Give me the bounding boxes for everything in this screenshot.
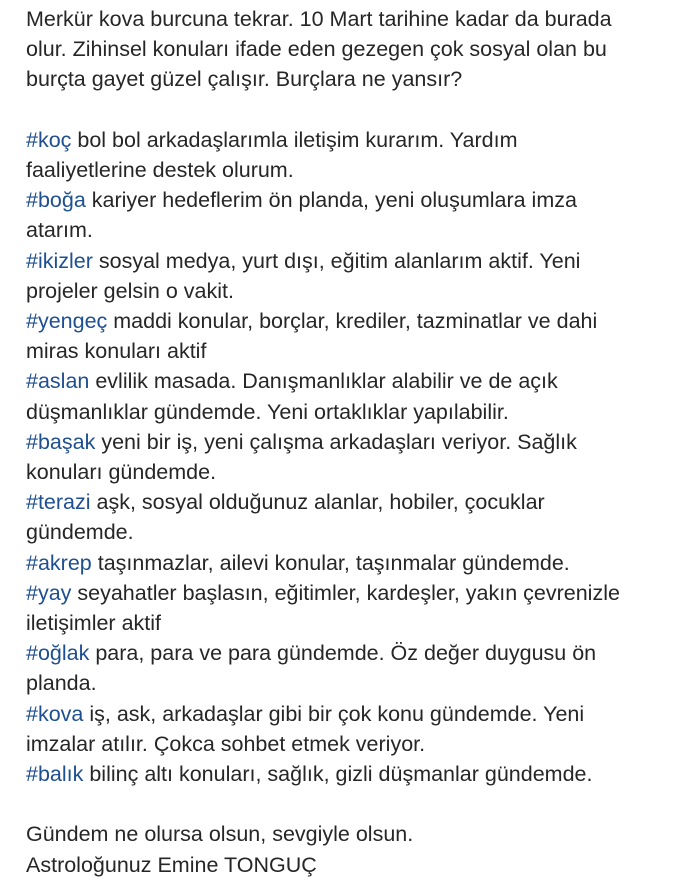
sign-text-continuation: miras konuları aktif [26, 339, 207, 364]
closing-paragraph [26, 819, 670, 879]
sign-entry-yengec [26, 306, 670, 366]
sign-text: yeni bir iş, yeni çalışma arkadaşları veriyor. Sağlık [95, 429, 577, 454]
hashtag-link-yay[interactable]: #yay [26, 580, 72, 605]
sign-text-continuation: konuları gündemde. [26, 460, 217, 485]
hashtag-link-terazi[interactable]: #terazi [26, 490, 91, 515]
sign-text: bilinç altı konuları, sağlık, gizli düşmanlar gündemde. [83, 762, 593, 787]
sign-text: seyahatler başlasın, eğitimler, kardeşler, yakın çevrenizle [71, 580, 620, 605]
sign-text-continuation: planda. [26, 671, 97, 696]
sign-entry-terazi [26, 487, 670, 547]
intro-line: burçta gayet güzel çalışır. Burçlara ne yansır? [26, 67, 463, 92]
paragraph-spacer [26, 789, 670, 819]
hashtag-link-yengec[interactable]: #yengeç [26, 309, 108, 334]
sign-text: evlilik masada. Danışmanlıklar alabilir ve de açık [89, 369, 558, 394]
hashtag-link-oglak[interactable]: #oğlak [26, 641, 90, 666]
sign-entry-yay [26, 578, 670, 638]
sign-entry-aslan [26, 366, 670, 426]
sign-text-continuation: düşmanlıklar gündemde. Yeni ortaklıklar yapılabilir. [26, 399, 509, 424]
sign-text: kariyer hedeflerim ön planda, yeni oluşumlara imza [85, 188, 577, 213]
hashtag-link-boga[interactable]: #boğa [26, 188, 86, 213]
sign-text: para, para ve para gündemde. Öz değer duygusu ön [89, 641, 597, 666]
intro-line: olur. Zihinsel konuları ifade eden gezegen çok sosyal olan bu [26, 37, 607, 62]
paragraph-spacer [26, 95, 670, 125]
intro-line: Merkür kova burcuna tekrar. 10 Mart tarihine kadar da burada [26, 7, 612, 31]
sign-text-continuation: iletişimler aktif [26, 611, 161, 636]
sign-text: bol bol arkadaşlarımla iletişim kurarım. Yardım [71, 127, 518, 152]
sign-text: iş, ask, arkadaşlar gibi bir çok konu gündemde. Yeni [83, 701, 585, 726]
sign-entry-koc [26, 125, 670, 185]
sign-text-continuation: gündemde. [26, 520, 134, 545]
signs-list [26, 125, 670, 789]
sign-text-continuation: faaliyetlerine destek olurum. [26, 158, 294, 182]
sign-text: taşınmazlar, ailevi konular, taşınmalar gündemde. [91, 550, 570, 575]
hashtag-link-aslan[interactable]: #aslan [26, 369, 90, 394]
sign-text: sosyal medya, yurt dışı, eğitim alanlarım aktif. Yeni [92, 248, 581, 273]
hashtag-link-koc[interactable]: #koç [26, 127, 72, 152]
sign-entry-oglak [26, 638, 670, 698]
closing-line: Gündem ne olursa olsun, sevgiyle olsun. [26, 822, 414, 847]
sign-entry-kova [26, 699, 670, 759]
hashtag-link-basak[interactable]: #başak [26, 429, 96, 454]
sign-entry-ikizler [26, 246, 670, 306]
sign-entry-balik [26, 759, 670, 789]
hashtag-link-kova[interactable]: #kova [26, 701, 84, 726]
hashtag-link-balik[interactable]: #balık [26, 762, 84, 787]
sign-text: maddi konular, borçlar, krediler, tazminatlar ve dahi [107, 309, 598, 334]
sign-entry-basak [26, 427, 670, 487]
intro-paragraph [26, 4, 670, 95]
sign-entry-boga [26, 185, 670, 245]
sign-text: aşk, sosyal olduğunuz alanlar, hobiler, çocuklar [90, 490, 545, 515]
sign-text-continuation: atarım. [26, 218, 93, 243]
sign-text-continuation: imzalar atılır. Çokca sohbet etmek veriyor. [26, 731, 426, 756]
hashtag-link-ikizler[interactable]: #ikizler [26, 248, 93, 273]
signature: Astroloğunuz Emine TONGUÇ [26, 852, 317, 877]
sign-text-continuation: projeler gelsin o vakit. [26, 278, 234, 303]
sign-entry-akrep [26, 548, 670, 578]
hashtag-link-akrep[interactable]: #akrep [26, 550, 92, 575]
